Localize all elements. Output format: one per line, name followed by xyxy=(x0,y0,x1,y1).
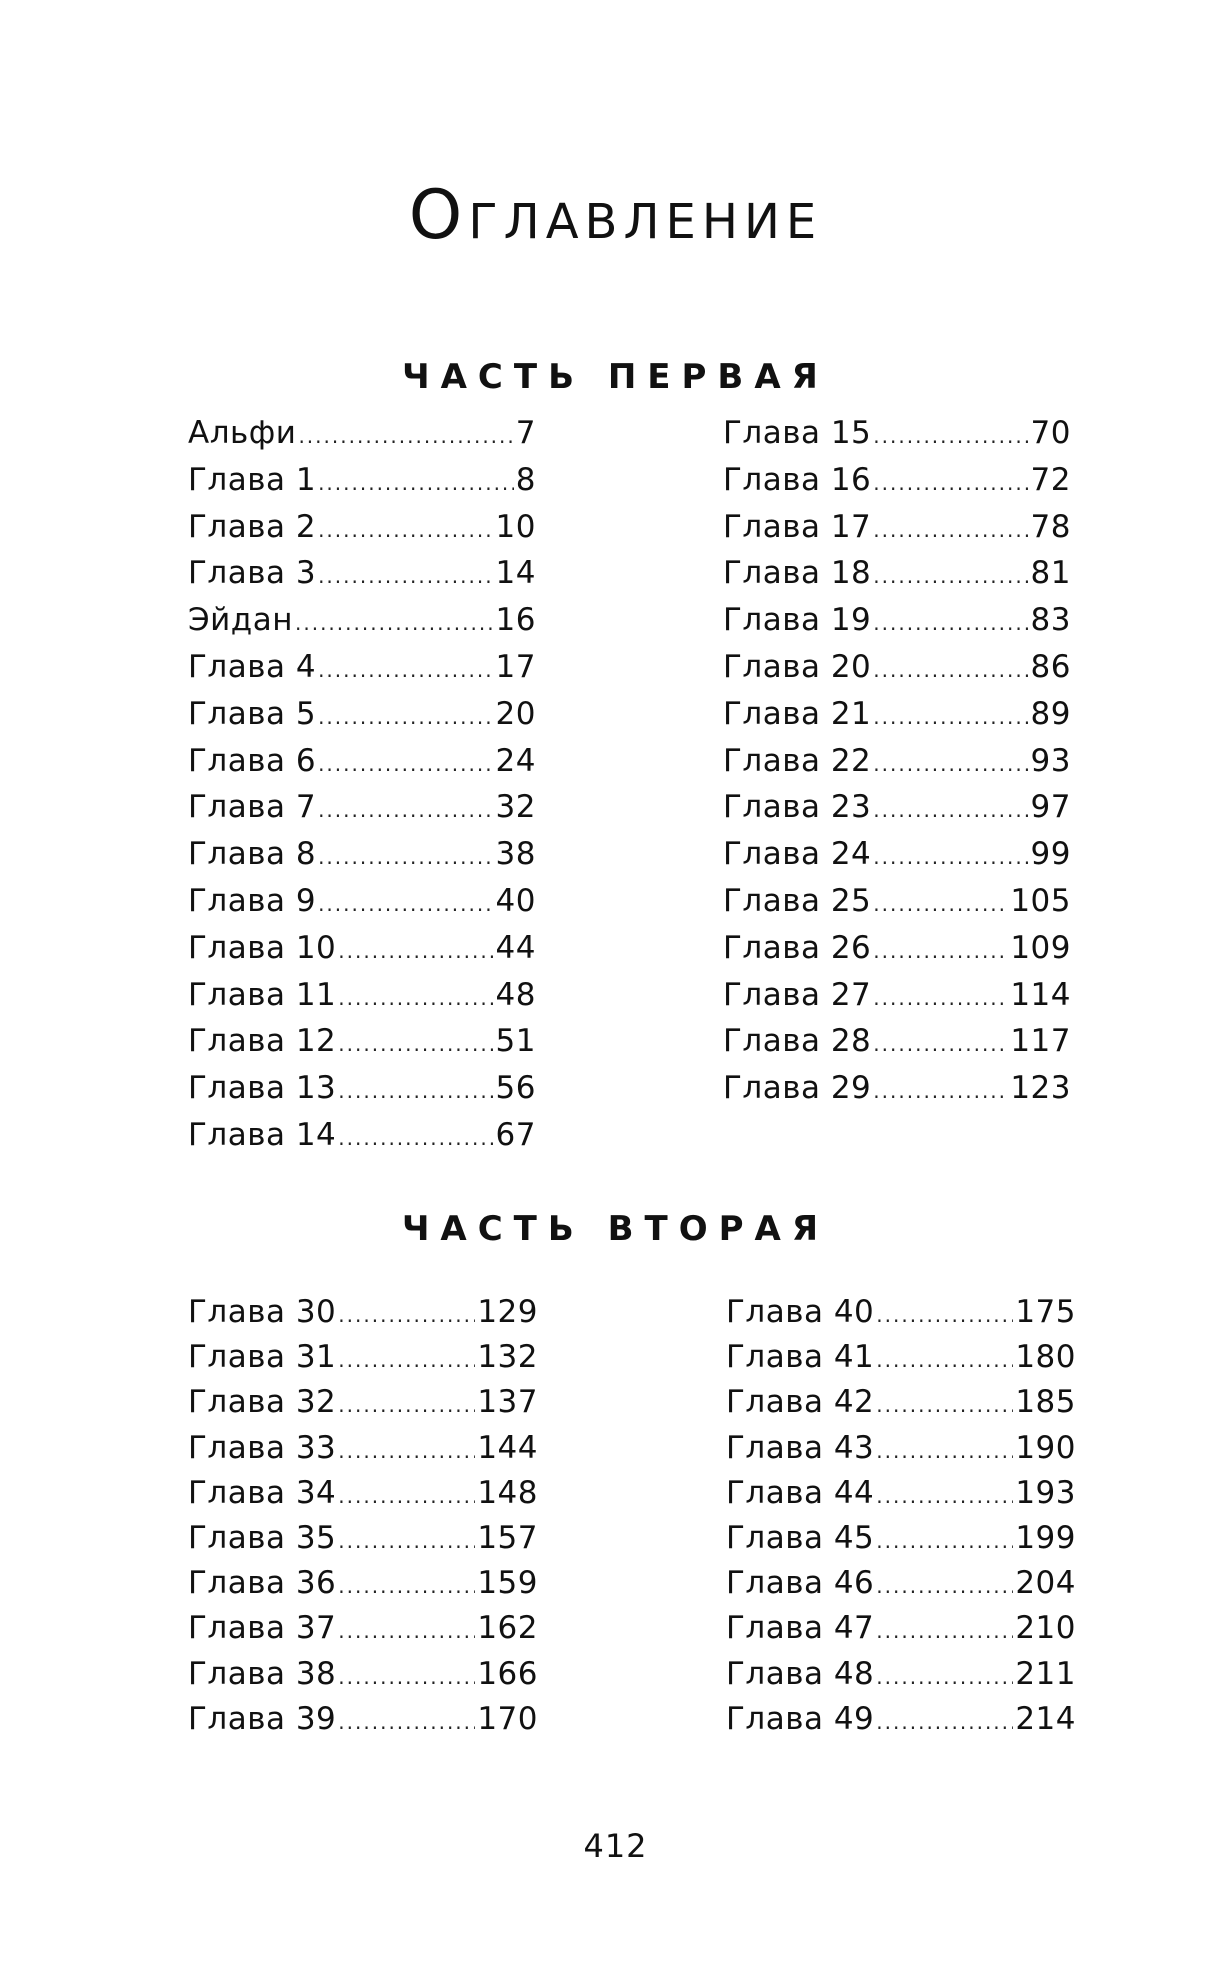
toc-entry xyxy=(188,836,536,886)
toc-entry-page: 78 xyxy=(1030,508,1071,545)
toc-entry-label: Глава 35 xyxy=(188,1519,337,1556)
toc-entry-label: Глава 28 xyxy=(723,1023,872,1060)
toc-entry-page: 211 xyxy=(1015,1655,1076,1692)
toc-entry-label: Глава 27 xyxy=(723,976,872,1013)
dot-leader xyxy=(873,1081,1008,1101)
toc-entry xyxy=(188,976,536,1027)
dot-leader xyxy=(876,1305,1013,1325)
toc-entry xyxy=(723,1070,1071,1120)
dot-leader xyxy=(318,754,493,774)
dot-leader xyxy=(338,1034,493,1054)
dot-leader xyxy=(876,1395,1013,1415)
toc-entry-page: 129 xyxy=(477,1294,538,1330)
toc-entry-label: Глава 18 xyxy=(723,555,872,592)
toc-entry-page: 148 xyxy=(477,1474,538,1511)
toc-entry-label: Глава 31 xyxy=(188,1339,337,1376)
dot-leader xyxy=(338,1395,475,1415)
toc-entry-label: Глава 5 xyxy=(188,695,317,732)
dot-leader xyxy=(338,941,493,961)
toc-entry-page: 16 xyxy=(495,602,536,639)
dot-leader xyxy=(876,1486,1013,1506)
dot-leader xyxy=(873,894,1008,914)
toc-entry-page: 56 xyxy=(495,1070,536,1107)
toc-entry xyxy=(723,1023,1071,1073)
toc-entry-label: Глава 47 xyxy=(726,1610,875,1647)
toc-entry-label: Глава 15 xyxy=(723,415,872,451)
toc-entry-label: Глава 38 xyxy=(188,1655,337,1692)
toc-entry-label: Глава 34 xyxy=(188,1474,337,1511)
toc-entry xyxy=(726,1339,1076,1387)
toc-entry-page: 24 xyxy=(495,742,536,779)
toc-entry-page: 137 xyxy=(477,1384,538,1421)
dot-leader xyxy=(338,988,493,1008)
dot-leader xyxy=(873,473,1028,493)
toc-entry-label: Глава 24 xyxy=(723,836,872,873)
page-title: Оглавление xyxy=(408,176,823,255)
dot-leader xyxy=(338,1576,475,1596)
toc-entry xyxy=(188,742,536,793)
toc-entry-page: 214 xyxy=(1015,1700,1076,1737)
toc-entry xyxy=(723,976,1071,1027)
toc-entry xyxy=(188,789,536,839)
toc-entry xyxy=(188,602,536,652)
toc-entry-label: Глава 4 xyxy=(188,648,317,685)
dot-leader xyxy=(318,520,493,540)
toc-entry xyxy=(188,695,536,746)
toc-entry xyxy=(726,1294,1076,1342)
dot-leader xyxy=(873,847,1028,867)
toc-entry-page: 89 xyxy=(1030,695,1071,732)
dot-leader xyxy=(873,566,1028,586)
toc-entry-label: Глава 21 xyxy=(723,695,872,732)
toc-entry-page: 185 xyxy=(1015,1384,1076,1421)
toc-entry-label: Глава 16 xyxy=(723,461,872,498)
dot-leader xyxy=(338,1441,475,1461)
toc-entry-page: 8 xyxy=(515,461,536,498)
toc-entry xyxy=(188,1474,538,1523)
toc-entry-label: Глава 3 xyxy=(188,555,317,592)
toc-entry-label: Глава 48 xyxy=(726,1655,875,1692)
dot-leader xyxy=(873,520,1028,540)
toc-entry-page: 51 xyxy=(495,1023,536,1060)
toc-entry-page: 170 xyxy=(477,1700,538,1737)
page-number: 412 xyxy=(583,1827,648,1865)
toc-entry-label: Глава 1 xyxy=(188,461,317,498)
dot-leader xyxy=(318,894,493,914)
toc-entry-page: 210 xyxy=(1015,1610,1076,1647)
toc-entry-page: 7 xyxy=(515,415,536,451)
toc-entry-label: Глава 12 xyxy=(188,1023,337,1060)
toc-entry xyxy=(726,1565,1076,1613)
toc-entry-page: 99 xyxy=(1030,836,1071,873)
toc-entry xyxy=(188,508,536,559)
toc-entry xyxy=(723,648,1071,699)
toc-entry-page: 175 xyxy=(1015,1294,1076,1330)
dot-leader xyxy=(876,1667,1013,1687)
dot-leader xyxy=(338,1350,475,1370)
toc-entry-label: Глава 9 xyxy=(188,882,317,919)
toc-entry-page: 157 xyxy=(477,1519,538,1556)
dot-leader xyxy=(873,988,1008,1008)
dot-leader xyxy=(338,1128,493,1148)
toc-entry-label: Глава 36 xyxy=(188,1565,337,1602)
dot-leader xyxy=(873,613,1028,633)
toc-entry-label: Глава 33 xyxy=(188,1429,337,1466)
toc-entry-label: Глава 46 xyxy=(726,1565,875,1602)
toc-entry-page: 123 xyxy=(1010,1070,1071,1107)
toc-entry-label: Глава 49 xyxy=(726,1700,875,1737)
toc-entry-page: 67 xyxy=(495,1116,536,1153)
toc-entry-page: 190 xyxy=(1015,1429,1076,1466)
dot-leader xyxy=(338,1621,475,1641)
toc-entry xyxy=(188,461,536,512)
toc-entry-label: Глава 32 xyxy=(188,1384,337,1421)
toc-entry-label: Глава 22 xyxy=(723,742,872,779)
toc-entry-page: 159 xyxy=(477,1565,538,1602)
toc-entry-label: Глава 42 xyxy=(726,1384,875,1421)
toc-entry xyxy=(723,415,1071,465)
dot-leader xyxy=(876,1441,1013,1461)
part-one-left-column xyxy=(188,415,536,1167)
toc-entry-page: 93 xyxy=(1030,742,1071,779)
toc-entry-label: Глава 29 xyxy=(723,1070,872,1107)
dot-leader xyxy=(338,1081,493,1101)
toc-entry-page: 97 xyxy=(1030,789,1071,826)
toc-entry xyxy=(188,415,536,465)
toc-entry xyxy=(723,789,1071,839)
toc-entry-label: Глава 23 xyxy=(723,789,872,826)
toc-entry xyxy=(188,929,536,980)
toc-entry-page: 86 xyxy=(1030,648,1071,685)
toc-entry-label: Глава 19 xyxy=(723,602,872,639)
toc-entry-page: 48 xyxy=(495,976,536,1013)
dot-leader xyxy=(318,473,514,493)
part-two-right-column xyxy=(726,1294,1076,1749)
toc-entry xyxy=(188,1565,538,1613)
toc-entry-label: Глава 6 xyxy=(188,742,317,779)
toc-entry-label: Глава 25 xyxy=(723,882,872,919)
toc-entry-label: Глава 11 xyxy=(188,976,337,1013)
toc-entry-page: 193 xyxy=(1015,1474,1076,1511)
toc-entry xyxy=(723,461,1071,512)
toc-entry xyxy=(723,929,1071,980)
toc-entry-page: 162 xyxy=(477,1610,538,1647)
toc-entry xyxy=(188,1655,538,1704)
toc-entry xyxy=(188,1429,538,1478)
toc-entry xyxy=(188,648,536,699)
toc-entry-label: Глава 37 xyxy=(188,1610,337,1647)
dot-leader xyxy=(338,1305,475,1325)
dot-leader xyxy=(876,1712,1013,1732)
dot-leader xyxy=(873,754,1028,774)
toc-entry xyxy=(188,1116,536,1167)
dot-leader xyxy=(318,566,493,586)
dot-leader xyxy=(873,941,1008,961)
toc-entry xyxy=(726,1610,1076,1658)
toc-entry-label: Глава 43 xyxy=(726,1429,875,1466)
toc-entry xyxy=(723,742,1071,793)
toc-entry-label: Глава 13 xyxy=(188,1070,337,1107)
toc-entry-label: Эйдан xyxy=(188,602,293,639)
dot-leader xyxy=(338,1712,475,1732)
toc-entry xyxy=(188,1610,538,1658)
dot-leader xyxy=(318,800,493,820)
toc-entry-page: 20 xyxy=(495,695,536,732)
toc-entry xyxy=(723,508,1071,559)
toc-entry-page: 81 xyxy=(1030,555,1071,592)
toc-entry-page: 117 xyxy=(1010,1023,1071,1060)
toc-entry xyxy=(723,836,1071,886)
toc-entry-page: 14 xyxy=(495,555,536,592)
toc-entry-label: Глава 39 xyxy=(188,1700,337,1737)
toc-entry-label: Глава 17 xyxy=(723,508,872,545)
toc-entry-page: 166 xyxy=(477,1655,538,1692)
toc-entry xyxy=(188,1023,536,1073)
toc-entry-label: Глава 30 xyxy=(188,1294,337,1330)
toc-entry xyxy=(726,1474,1076,1523)
toc-entry xyxy=(188,1519,538,1568)
toc-entry-label: Глава 41 xyxy=(726,1339,875,1376)
toc-entry xyxy=(723,695,1071,746)
dot-leader xyxy=(876,1350,1013,1370)
toc-entry xyxy=(188,1070,536,1120)
toc-entry xyxy=(188,1339,538,1387)
toc-entry-page: 105 xyxy=(1010,882,1071,919)
toc-entry-page: 40 xyxy=(495,882,536,919)
toc-entry-label: Глава 8 xyxy=(188,836,317,873)
dot-leader xyxy=(873,1034,1008,1054)
toc-entry xyxy=(726,1429,1076,1478)
dot-leader xyxy=(338,1531,475,1551)
toc-entry-page: 109 xyxy=(1010,929,1071,966)
toc-entry-label: Глава 7 xyxy=(188,789,317,826)
toc-entry-page: 38 xyxy=(495,836,536,873)
toc-entry-label: Глава 10 xyxy=(188,929,337,966)
toc-entry xyxy=(188,555,536,605)
part-one-right-column xyxy=(723,415,1071,1120)
toc-entry xyxy=(723,555,1071,605)
toc-entry-label: Глава 45 xyxy=(726,1519,875,1556)
toc-entry xyxy=(188,1700,538,1749)
dot-leader xyxy=(876,1531,1013,1551)
toc-entry-page: 83 xyxy=(1030,602,1071,639)
toc-entry-page: 199 xyxy=(1015,1519,1076,1556)
toc-entry xyxy=(723,602,1071,652)
part-two-left-column xyxy=(188,1294,538,1749)
toc-entry-page: 70 xyxy=(1030,415,1071,451)
toc-entry xyxy=(188,1294,538,1342)
toc-entry xyxy=(726,1655,1076,1704)
dot-leader xyxy=(873,426,1028,446)
dot-leader xyxy=(876,1621,1013,1641)
dot-leader xyxy=(876,1576,1013,1596)
part-two-heading: ЧАСТЬ ВТОРАЯ xyxy=(401,1209,830,1249)
dot-leader xyxy=(338,1667,475,1687)
dot-leader xyxy=(298,426,513,446)
toc-entry xyxy=(726,1519,1076,1568)
toc-entry-label: Глава 40 xyxy=(726,1294,875,1330)
toc-entry-label: Глава 26 xyxy=(723,929,872,966)
part-one-heading: ЧАСТЬ ПЕРВАЯ xyxy=(402,357,829,397)
dot-leader xyxy=(338,1486,475,1506)
toc-entry-label: Глава 44 xyxy=(726,1474,875,1511)
dot-leader xyxy=(318,847,493,867)
toc-entry-page: 204 xyxy=(1015,1565,1076,1602)
toc-entry xyxy=(726,1384,1076,1432)
toc-entry xyxy=(723,882,1071,933)
toc-entry-page: 144 xyxy=(477,1429,538,1466)
toc-entry xyxy=(188,1384,538,1432)
toc-entry-page: 32 xyxy=(495,789,536,826)
toc-entry-label: Глава 14 xyxy=(188,1116,337,1153)
toc-entry-label: Глава 20 xyxy=(723,648,872,685)
toc-entry-page: 17 xyxy=(495,648,536,685)
toc-entry-page: 44 xyxy=(495,929,536,966)
toc-entry xyxy=(726,1700,1076,1749)
toc-entry-label: Альфи xyxy=(188,415,297,451)
dot-leader xyxy=(318,707,493,727)
dot-leader xyxy=(873,707,1028,727)
dot-leader xyxy=(318,660,493,680)
toc-entry-page: 114 xyxy=(1010,976,1071,1013)
toc-entry-page: 10 xyxy=(495,508,536,545)
dot-leader xyxy=(295,613,494,633)
toc-entry-page: 132 xyxy=(477,1339,538,1376)
toc-entry-label: Глава 2 xyxy=(188,508,317,545)
toc-entry xyxy=(188,882,536,933)
dot-leader xyxy=(873,660,1028,680)
toc-entry-page: 72 xyxy=(1030,461,1071,498)
toc-entry-page: 180 xyxy=(1015,1339,1076,1376)
dot-leader xyxy=(873,800,1028,820)
